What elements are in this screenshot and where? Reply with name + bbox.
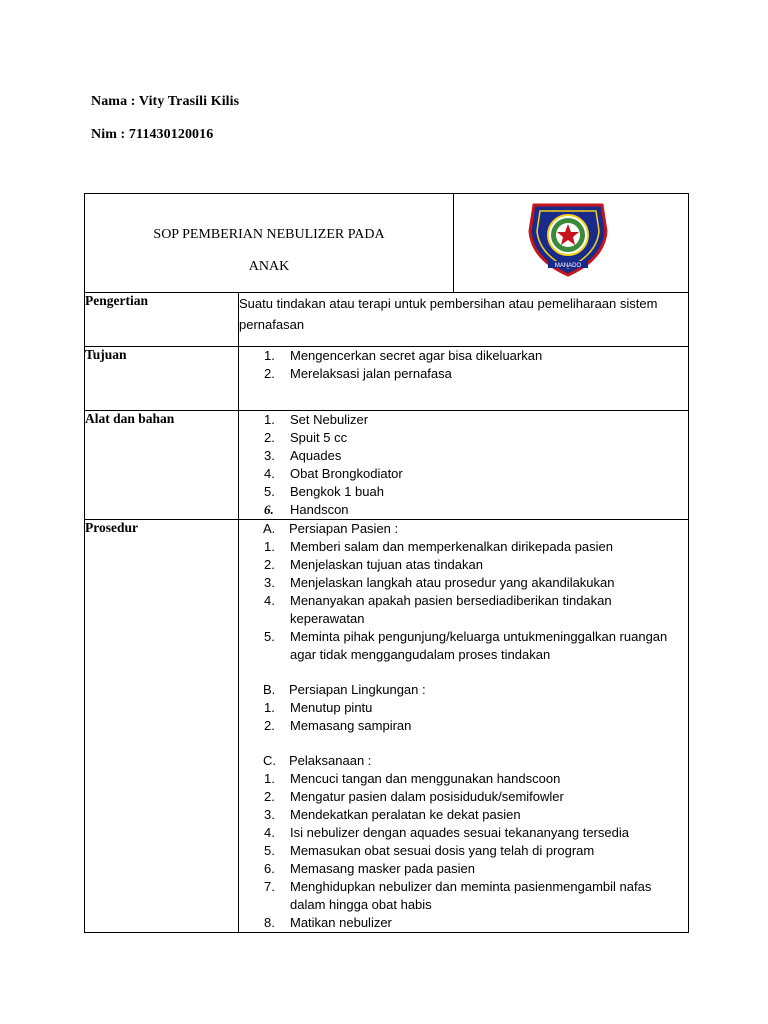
tujuan-content [239, 347, 689, 411]
sop-title-line2: ANAK [248, 259, 290, 274]
prosedur-list-b [239, 699, 688, 735]
prosedur-list-a [239, 538, 688, 664]
list-item: 5. Meminta pihak pengunjung/keluarga untukmeninggalkan ruangan agar tidak menggangudalam proses tindakan [264, 629, 668, 662]
sop-title-cell [85, 194, 454, 293]
logo-cell [454, 194, 689, 293]
alat-row [85, 411, 689, 520]
list-item: 6. Handscon [264, 502, 349, 517]
list-item: 3. Mendekatkan peralatan ke dekat pasien [264, 807, 521, 822]
list-item: 1. Mengencerkan secret agar bisa dikeluarkan [264, 348, 543, 363]
list-item: 5. Memasukan obat sesuai dosis yang telah di program [264, 843, 595, 858]
section-heading: C. Pelaksanaan : [263, 753, 372, 768]
section-heading: B. Persiapan Lingkungan : [263, 682, 426, 697]
prosedur-row [85, 520, 689, 933]
list-item: 3. Menjelaskan langkah atau prosedur yang akandilakukan [264, 575, 615, 590]
list-item: 4. Isi nebulizer dengan aquades sesuai tekananyang tersedia [264, 825, 629, 840]
prosedur-list-c [239, 770, 688, 932]
list-item: 1. Menutup pintu [264, 700, 373, 715]
student-nim: Nim : 711430120016 [91, 127, 214, 142]
svg-text:MANADO: MANADO [554, 263, 582, 269]
prosedur-content [239, 520, 689, 933]
list-item: 1. Memberi salam dan memperkenalkan dirikepada pasien [264, 539, 614, 554]
prosedur-label: Prosedur [85, 520, 239, 933]
list-item: 2. Memasang sampiran [264, 718, 412, 733]
alat-content [239, 411, 689, 520]
section-heading: A. Persiapan Pasien : [263, 521, 399, 536]
pengertian-row [85, 293, 689, 347]
list-item: 2. Merelaksasi jalan pernafasa [264, 366, 452, 381]
pengertian-text: Suatu tindakan atau terapi untuk pembersihan atau pemeliharaan sistem pernafasan [239, 293, 689, 347]
title-row [85, 194, 689, 293]
pengertian-label: Pengertian [85, 293, 239, 347]
list-item: 1. Set Nebulizer [264, 412, 369, 427]
sop-title-line1: SOP PEMBERIAN NEBULIZER PADA [153, 227, 385, 242]
list-item: 2. Spuit 5 cc [264, 430, 348, 445]
sop-table [84, 193, 689, 933]
alat-label: Alat dan bahan [85, 411, 239, 520]
list-item: 3. Aquades [264, 448, 342, 463]
list-item: 7. Menghidupkan nebulizer dan meminta pasienmengambil nafas dalam hingga obat habis [264, 879, 652, 912]
institution-seal-icon [526, 201, 610, 277]
student-name: Nama : Vity Trasili Kilis [91, 94, 240, 109]
tujuan-list [239, 347, 688, 383]
list-item: 2. Menjelaskan tujuan atas tindakan [264, 557, 483, 572]
alat-list [239, 411, 688, 519]
list-item: 5. Bengkok 1 buah [264, 484, 384, 499]
tujuan-label: Tujuan [85, 347, 239, 411]
list-item: 6. Memasang masker pada pasien [264, 861, 475, 876]
list-item: 4. Obat Brongkodiator [264, 466, 403, 481]
list-item: 4. Menanyakan apakah pasien bersediadiberikan tindakan keperawatan [264, 593, 612, 626]
list-item: 8. Matikan nebulizer [264, 915, 392, 930]
list-item: 1. Mencuci tangan dan menggunakan handscoon [264, 771, 561, 786]
tujuan-row [85, 347, 689, 411]
list-item: 2. Mengatur pasien dalam posisiduduk/semifowler [264, 789, 564, 804]
